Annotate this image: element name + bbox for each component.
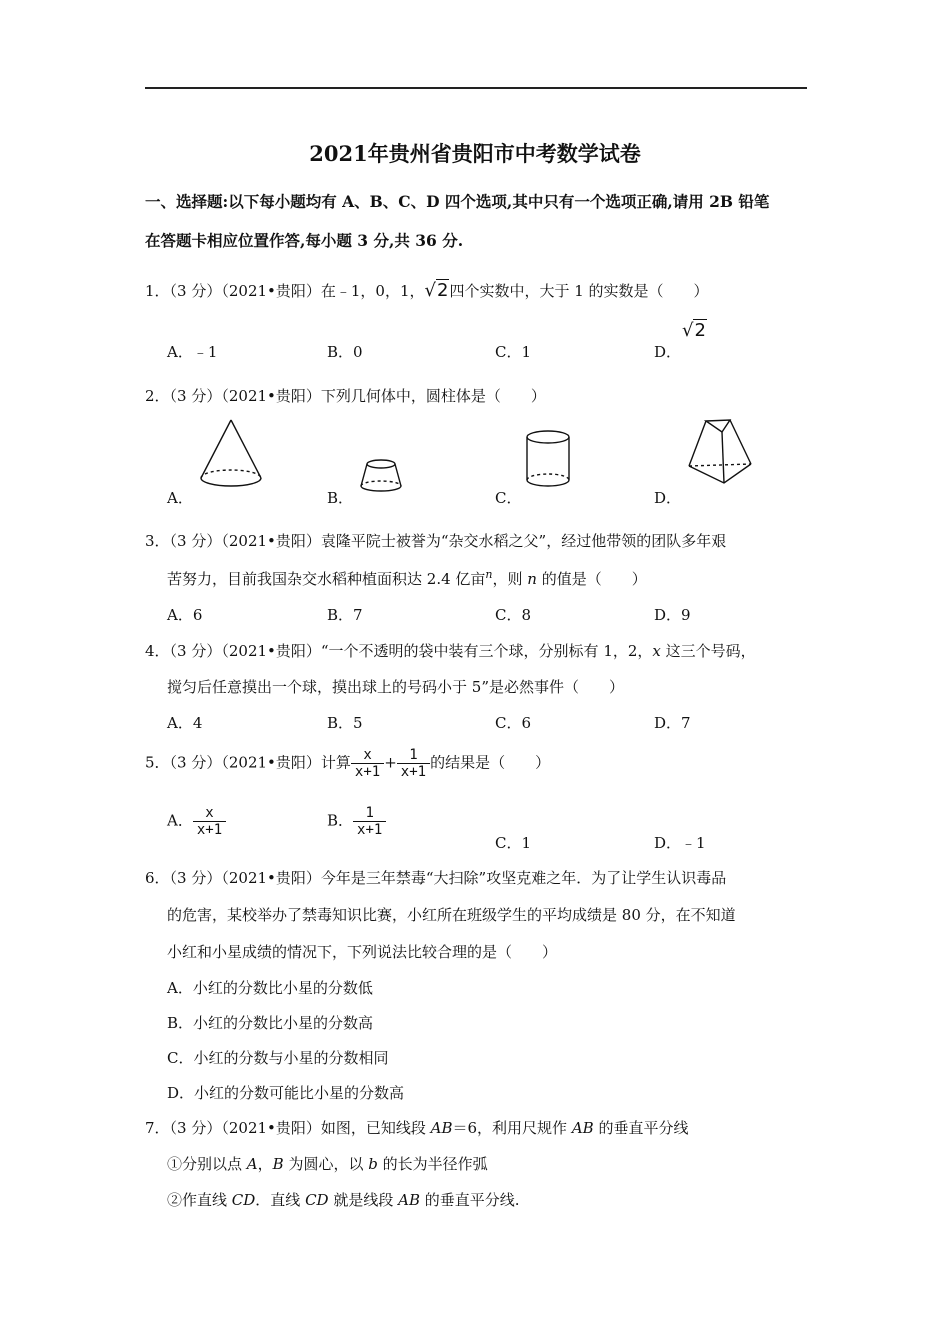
q1-option-d[interactable] [654, 341, 681, 362]
sqrt-2: √2 [424, 280, 449, 301]
q3-option-a[interactable]: A．6 [167, 606, 203, 624]
q7-step2-mid: ．直线 [255, 1191, 306, 1209]
q5-option-b-label: B． [327, 811, 354, 830]
q2-option-a[interactable]: A． [167, 489, 193, 507]
question-5 [145, 747, 550, 780]
q3-var-n-sup: n [485, 568, 493, 581]
q5-optb-num: 1 [365, 805, 374, 821]
q4-option-b[interactable]: B．5 [327, 714, 363, 732]
q1-suffix: 四个实数中，大于 1 的实数是（ ） [449, 282, 709, 300]
q7-point-a: A [246, 1155, 258, 1173]
q1-option-a[interactable]: A．﹣1 [167, 343, 218, 361]
question-2: 2．（3 分）（2021•贵阳）下列几何体中，圆柱体是（ ） [145, 387, 546, 405]
q1-option-d-sqrt: √2 [682, 320, 706, 341]
q5-option-a-label: A． [167, 811, 193, 830]
q6-option-c[interactable]: C．小红的分数与小星的分数相同 [167, 1049, 389, 1067]
q5-opta-den: x+1 [193, 821, 226, 838]
q7-line1-mid: ＝6，利用尺规作 [452, 1119, 572, 1137]
q5-suffix: 的结果是（ ） [430, 753, 551, 772]
q7-point-b: B [272, 1155, 284, 1173]
q5-optb-den: x+1 [353, 821, 386, 838]
q5-plus: + [384, 753, 397, 772]
q7-line1-end: 的垂直平分线 [593, 1119, 689, 1137]
q5-option-b[interactable] [327, 805, 386, 838]
q4-option-c[interactable]: C．6 [495, 714, 532, 732]
q5-option-c[interactable]: C．1 [495, 834, 532, 852]
q4-line1-end: 这三个号码， [660, 642, 756, 660]
question-3-line1: 3．（3 分）（2021•贵阳）袁隆平院士被誉为“杂交水稻之父”，经过他带领的团队多年艰 [145, 532, 727, 550]
q6-option-b[interactable]: B．小红的分数比小星的分数高 [167, 1014, 374, 1032]
q5-frac1-num: x [363, 747, 372, 763]
q4-line1-text: 4．（3 分）（2021•贵阳）“一个不透明的袋中装有三个球，分别标有 1，2， [145, 642, 653, 660]
q7-step1-end: 的长为半径作弧 [377, 1155, 488, 1173]
cylinder-figure [523, 428, 575, 492]
q1-option-b[interactable]: B．0 [327, 343, 363, 361]
q2-option-b[interactable]: B． [327, 489, 354, 507]
q3-line2-text: 苦努力，目前我国杂交水稻种植面积达 2.4 亿亩 [167, 570, 486, 588]
question-6-line1: 6．（3 分）（2021•贵阳）今年是三年禁毒“大扫除”攻坚克难之年．为了让学生认识毒品 [145, 869, 727, 887]
q7-step1-sep: ， [257, 1155, 273, 1173]
q3-option-d[interactable]: D．9 [654, 606, 691, 624]
q5-prefix: 5．（3 分）（2021•贵阳）计算 [145, 753, 351, 772]
q1-option-d-label: D． [654, 343, 682, 361]
q5-fraction-2 [397, 747, 430, 780]
question-6-line3: 小红和小星成绩的情况下，下列说法比较合理的是（ ） [167, 943, 558, 961]
q1-option-d-radicand: 2 [694, 320, 706, 341]
q1-prefix: 1．（3 分）（2021•贵阳）在﹣1，0，1， [145, 282, 425, 300]
frustum-figure [356, 458, 408, 495]
q5-option-d[interactable]: D．﹣1 [654, 834, 706, 852]
q7-step1-text: ①分别以点 [167, 1155, 247, 1173]
q3-var-n: n [527, 570, 537, 588]
section-instruction-line1: 一、选择题:以下每小题均有 A、B、C、D 四个选项,其中只有一个选项正确,请用 2B 铅笔 [145, 192, 770, 211]
question-7-step2 [167, 1189, 520, 1210]
q7-step2-mid2: 就是线段 [328, 1191, 399, 1209]
question-3-line2 [167, 568, 647, 589]
q1-option-c[interactable]: C．1 [495, 343, 532, 361]
q6-option-d[interactable]: D．小红的分数可能比小星的分数高 [167, 1084, 405, 1102]
q7-line-cd-2: CD [305, 1191, 329, 1209]
q7-line1-text: 7．（3 分）（2021•贵阳）如图，已知线段 [145, 1119, 431, 1137]
q5-frac2-num: 1 [409, 747, 418, 763]
question-6-line2: 的危害，某校举办了禁毒知识比赛，小红所在班级学生的平均成绩是 80 分，在不知道 [167, 906, 736, 924]
header-rule [145, 87, 807, 89]
q5-option-a-fraction [193, 805, 226, 838]
q7-seg-ab: AB [430, 1119, 453, 1137]
q7-var-b: b [368, 1155, 378, 1173]
q7-seg-ab-3: AB [398, 1191, 420, 1209]
q7-line-cd: CD [231, 1191, 256, 1209]
q2-option-d[interactable]: D． [654, 489, 682, 507]
question-7-step1 [167, 1153, 488, 1174]
q3-option-b[interactable]: B．7 [327, 606, 363, 624]
question-4-line2: 搅匀后任意摸出一个球，摸出球上的号码小于 5”是必然事件（ ） [167, 678, 624, 696]
pyramid-frustum-figure [684, 416, 756, 492]
q5-frac2-den: x+1 [397, 763, 430, 780]
page-title: 2021年贵州省贵阳市中考数学试卷 [309, 141, 641, 166]
section-instruction-line2: 在答题卡相应位置作答,每小题 3 分,共 36 分. [145, 231, 464, 250]
q3-line2-end: 的值是（ ） [536, 570, 647, 588]
q7-step2-end: 的垂直平分线. [420, 1191, 520, 1209]
cone-figure [195, 415, 270, 490]
q5-opta-num: x [205, 805, 214, 821]
q3-line2-mid: ，则 [492, 570, 528, 588]
question-4-line1 [145, 640, 756, 661]
q7-step2-text: ②作直线 [167, 1191, 232, 1209]
question-1 [145, 280, 709, 301]
q6-option-a[interactable]: A．小红的分数比小星的分数低 [167, 979, 373, 997]
q7-seg-ab-2: AB [571, 1119, 594, 1137]
q2-option-c[interactable]: C． [495, 489, 522, 507]
q4-option-a[interactable]: A．4 [167, 714, 203, 732]
q3-option-c[interactable]: C．8 [495, 606, 532, 624]
q5-fraction-1 [351, 747, 384, 780]
sqrt-radicand: 2 [437, 280, 449, 301]
q4-var-x: x [652, 642, 661, 660]
q5-frac1-den: x+1 [351, 763, 384, 780]
question-7-line1 [145, 1117, 688, 1138]
q7-step1-mid: 为圆心，以 [283, 1155, 369, 1173]
q4-option-d[interactable]: D．7 [654, 714, 691, 732]
q5-option-b-fraction [353, 805, 386, 838]
q5-option-a[interactable] [167, 805, 226, 838]
